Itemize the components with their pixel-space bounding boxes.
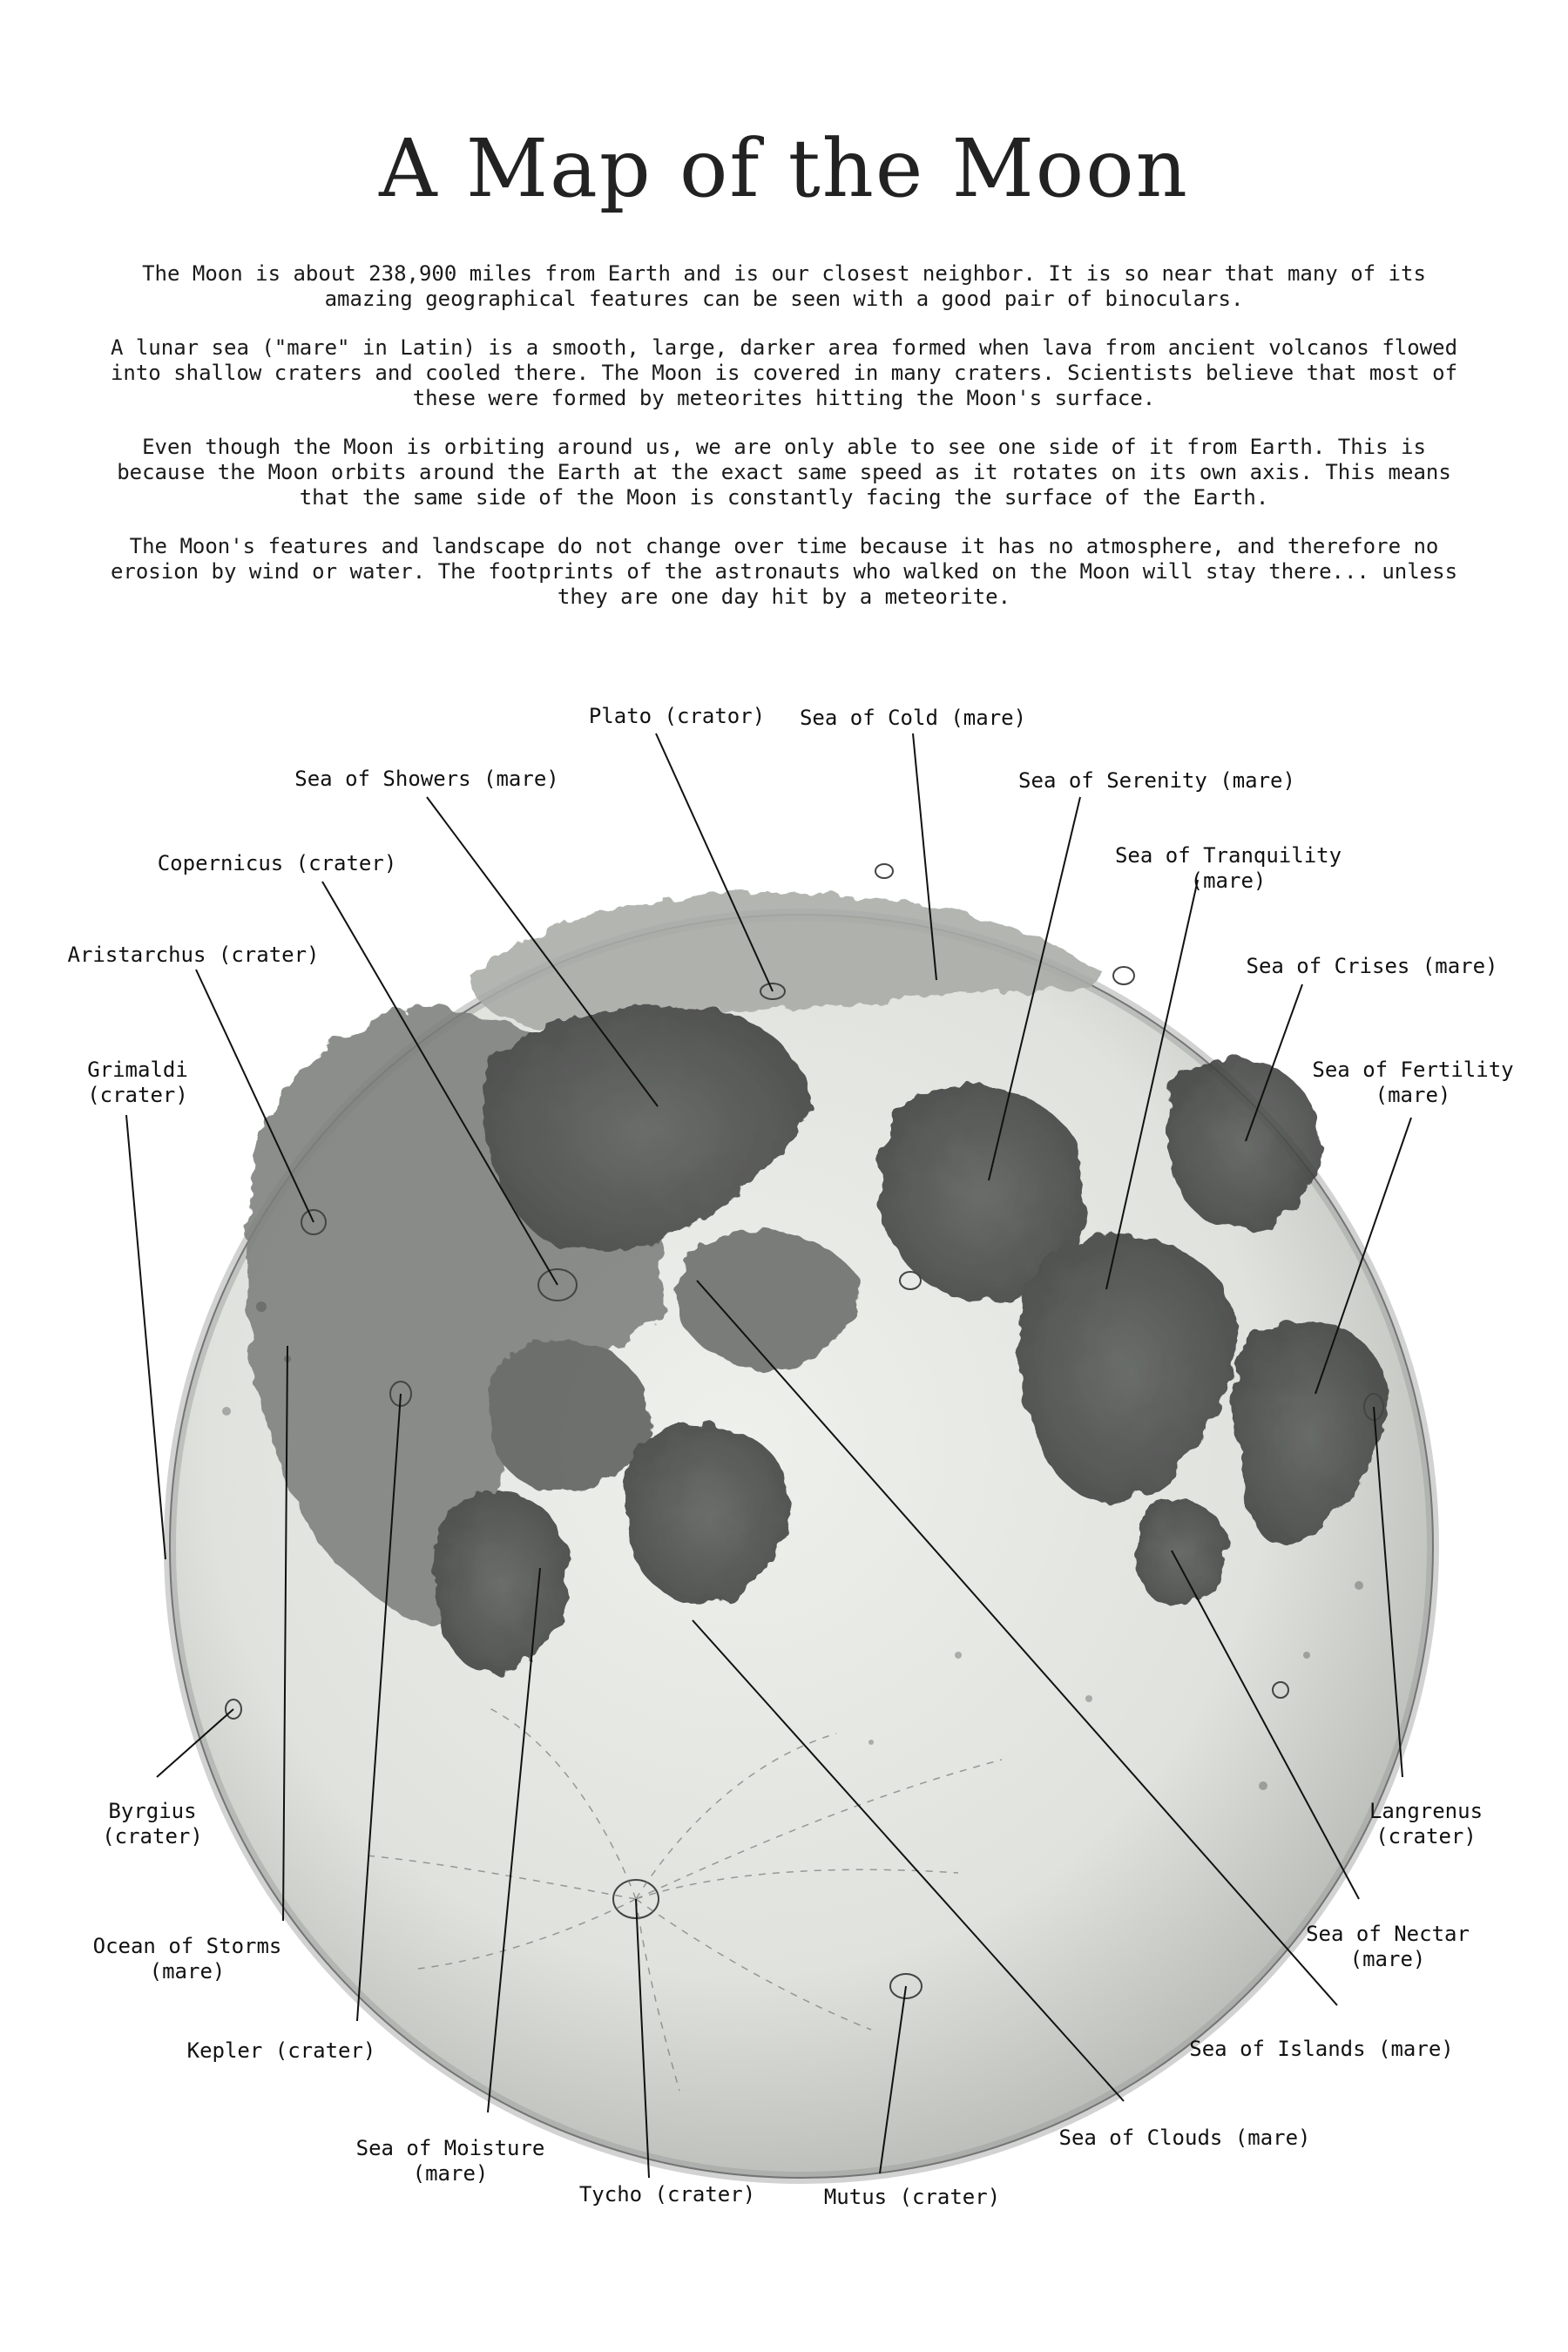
label-byrgius — [102, 1799, 203, 1849]
label-text: (mare) — [1349, 1947, 1426, 1971]
label-sea-of-fertility — [1312, 1058, 1513, 1108]
label-sea-of-tranquility — [1115, 843, 1342, 894]
mare-imbrium-extension — [488, 1341, 649, 1490]
label-text: Copernicus (crater) — [157, 851, 397, 875]
label-sea-of-nectar — [1306, 1922, 1470, 1972]
label-text: Grimaldi — [87, 1058, 188, 1082]
label-text: Tycho (crater) — [578, 2182, 756, 2207]
label-ocean-of-storms — [93, 1934, 282, 1984]
label-sea-of-islands — [1189, 2037, 1453, 2062]
label-copernicus — [158, 851, 397, 876]
label-tycho — [579, 2182, 755, 2207]
label-grimaldi — [87, 1058, 188, 1108]
mare-sea-of-crises — [1167, 1059, 1321, 1229]
label-plato — [589, 704, 765, 729]
label-sea-of-moisture — [356, 2136, 545, 2186]
label-text: Kepler (crater) — [186, 2038, 376, 2063]
label-text: (mare) — [149, 1959, 226, 1984]
intro-paragraph: Even though the Moon is orbiting around us, we are only able to see one side of it from Earth. This is because the Moon orbits around the Earth at the exact same speed as it rotates on its own axis. This means that the same side of the Moon is constantly facing the surface of the Earth. — [117, 435, 1451, 510]
page-title: A Map of the Moon — [379, 122, 1189, 215]
label-text: Byrgius — [108, 1799, 197, 1823]
label-text: Sea of Tranquility — [1114, 843, 1342, 868]
label-text: Plato (crator) — [588, 704, 766, 728]
label-text: (crater) — [1375, 1824, 1477, 1848]
label-text: Aristarchus (crater) — [67, 943, 320, 967]
label-sea-of-showers — [294, 767, 558, 792]
label-aristarchus — [68, 943, 320, 968]
intro-paragraph: The Moon is about 238,900 miles from Earth and is our closest neighbor. It is so near that many of its amazing geographical features can be seen with a good pair of binoculars. — [142, 261, 1426, 311]
label-text: Sea of Showers (mare) — [294, 767, 559, 791]
label-sea-of-crises — [1247, 954, 1498, 979]
label-sea-of-clouds — [1059, 2126, 1311, 2151]
intro-paragraph: The Moon's features and landscape do not change over time because it has no atmosphere, and therefore no erosion by wind or water. The footprints of the astronauts who walked on the Moon will stay there... unless they are one day hit by a meteorite. — [110, 534, 1458, 609]
label-text: Sea of Cold (mare) — [799, 706, 1027, 730]
label-sea-of-serenity — [1018, 768, 1295, 794]
label-text: Sea of Nectar — [1306, 1922, 1470, 1946]
label-text: Sea of Crises (mare) — [1246, 954, 1498, 978]
label-text: (mare) — [1190, 868, 1267, 893]
label-text: (mare) — [412, 2161, 489, 2186]
label-text: Langrenus — [1369, 1799, 1484, 1823]
label-text: Sea of Moisture — [355, 2136, 545, 2160]
label-text: Sea of Clouds (mare) — [1058, 2126, 1311, 2150]
label-text: (crater) — [102, 1824, 203, 1848]
intro-paragraph: A lunar sea ("mare" in Latin) is a smooth, large, darker area formed when lava from ancient volcanos flowed into shallow craters and cooled there. The Moon is covered in many craters. Scientists believe that most of these were formed by meteorites hitting the Moon's surface. — [110, 335, 1458, 410]
label-text: Ocean of Storms — [92, 1934, 282, 1958]
label-text: Mutus (crater) — [823, 2185, 1001, 2209]
label-text: Sea of Serenity (mare) — [1018, 768, 1295, 793]
label-kepler — [187, 2038, 376, 2064]
label-langrenus — [1369, 1799, 1483, 1849]
label-mutus — [824, 2185, 1000, 2210]
label-text: Sea of Fertility — [1312, 1058, 1514, 1082]
label-text: (crater) — [87, 1083, 188, 1107]
label-text: (mare) — [1375, 1083, 1451, 1107]
label-sea-of-cold — [800, 706, 1026, 731]
label-text: Sea of Islands (mare) — [1189, 2037, 1454, 2061]
